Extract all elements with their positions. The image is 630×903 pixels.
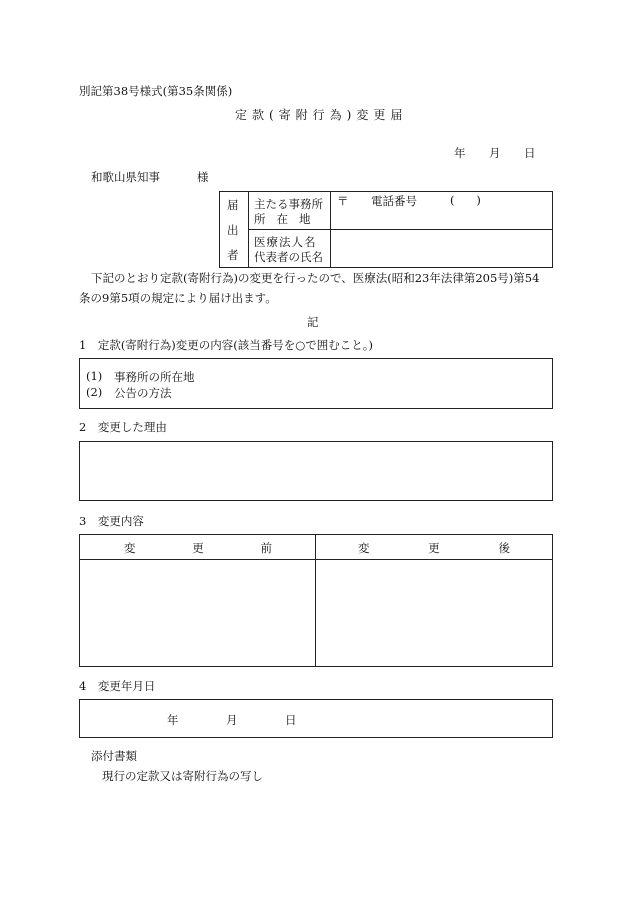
section1-item-1-num: (1) bbox=[86, 369, 103, 383]
corp-label-1: 医療法人名 bbox=[254, 235, 317, 249]
col-after-header bbox=[358, 540, 510, 556]
intro-line-1: 下記のとおり定款(寄附行為)の変更を行ったので、医療法(昭和23年法律第205号)第54 bbox=[91, 271, 540, 285]
phone-parens: ( ) bbox=[450, 193, 481, 207]
section1-item-1-text: 事務所の所在地 bbox=[114, 370, 195, 384]
section4-day: 日 bbox=[285, 713, 297, 727]
col-before-header bbox=[124, 540, 272, 556]
section3-heading: 3 変更内容 bbox=[79, 514, 144, 528]
section4-month: 月 bbox=[226, 713, 238, 727]
col-before-char-2: 更 bbox=[192, 541, 204, 555]
date-year: 年 bbox=[454, 146, 466, 160]
corp-label-2: 代表者の氏名 bbox=[254, 250, 323, 264]
col-after-char-1: 変 bbox=[358, 541, 370, 555]
section1-item-2-num: (2) bbox=[86, 385, 103, 399]
section2-box bbox=[79, 441, 553, 501]
section2-heading: 2 変更した理由 bbox=[79, 420, 167, 434]
applicant-label-char-3: 者 bbox=[227, 248, 239, 262]
office-label-2: 所在地 bbox=[254, 212, 322, 226]
office-label-1: 主たる事務所 bbox=[254, 197, 323, 211]
applicant-label-char-2: 出 bbox=[227, 223, 239, 237]
attachments-heading: 添付書類 bbox=[91, 749, 137, 763]
addressee-name: 和歌山県知事 bbox=[91, 170, 160, 184]
page-title: 定款(寄附行為)変更届 bbox=[235, 108, 408, 122]
phone-label: 電話番号 bbox=[371, 194, 417, 208]
attachments-item: 現行の定款又は寄附行為の写し bbox=[102, 769, 263, 783]
section1-heading: 1 定款(寄附行為)変更の内容(該当番号を○で囲むこと。) bbox=[79, 338, 374, 352]
applicant-label-char-1: 届 bbox=[227, 198, 239, 212]
col-before-char-3: 前 bbox=[260, 541, 272, 555]
section4-box bbox=[79, 699, 553, 738]
col-after-char-2: 更 bbox=[428, 541, 440, 555]
date-day: 日 bbox=[524, 146, 536, 160]
col-after-char-3: 後 bbox=[498, 541, 510, 555]
section1-item-2-text: 公告の方法 bbox=[114, 386, 172, 400]
ki-heading: 記 bbox=[307, 315, 319, 329]
col-before-char-1: 変 bbox=[124, 541, 136, 555]
date-month: 月 bbox=[489, 146, 501, 160]
addressee-honorific: 様 bbox=[197, 170, 209, 184]
section4-year: 年 bbox=[167, 713, 179, 727]
postal-mark: 〒 bbox=[337, 194, 349, 208]
section4-heading: 4 変更年月日 bbox=[79, 679, 156, 693]
form-number: 別記第38号様式(第35条関係) bbox=[79, 84, 233, 98]
intro-line-2: 条の9第5項の規定により届け出ます。 bbox=[79, 291, 277, 305]
